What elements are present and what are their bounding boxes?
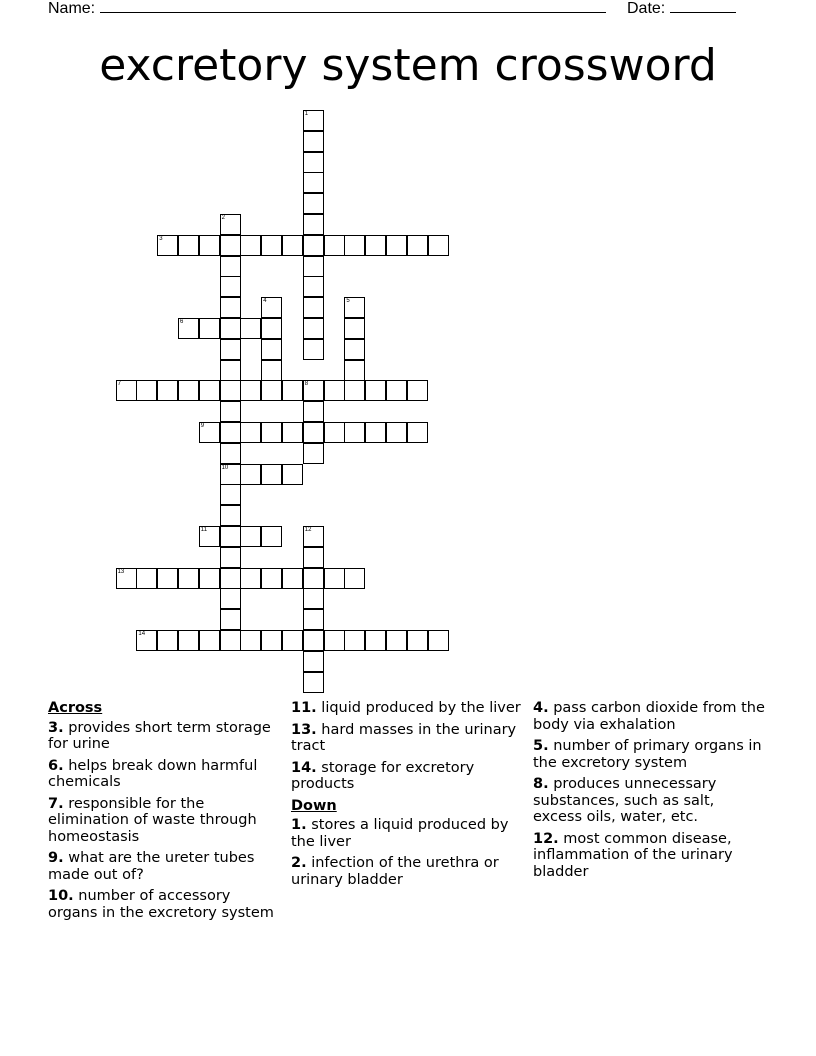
grid-cell[interactable] (220, 401, 241, 422)
grid-cell[interactable] (303, 443, 324, 464)
grid-cell[interactable] (303, 235, 324, 256)
grid-cell[interactable] (365, 630, 386, 651)
clue-number: 2 (221, 215, 225, 221)
clue-8 (533, 776, 765, 826)
clue-column-2 (291, 700, 523, 893)
clue-7 (48, 796, 280, 846)
grid-cell[interactable] (324, 630, 345, 651)
clue-11 (291, 700, 523, 717)
grid-cell[interactable] (220, 214, 241, 235)
grid-cell[interactable] (303, 172, 324, 193)
grid-cell[interactable] (365, 422, 386, 443)
grid-cell[interactable] (303, 152, 324, 173)
grid-cell[interactable] (199, 568, 220, 589)
clue-number-label: 1. (291, 817, 307, 833)
grid-cell[interactable] (303, 422, 324, 443)
grid-cell[interactable] (386, 380, 407, 401)
grid-cell[interactable] (261, 297, 282, 318)
grid-cell[interactable] (220, 505, 241, 526)
clue-number: 10 (221, 464, 229, 471)
grid-cell[interactable] (261, 464, 282, 485)
clue-number: 6 (180, 319, 184, 325)
clue-4 (533, 700, 765, 733)
grid-cell[interactable] (240, 526, 261, 547)
grid-cell[interactable] (240, 422, 261, 443)
grid-cell[interactable] (303, 547, 324, 568)
grid-cell[interactable] (324, 380, 345, 401)
grid-cell[interactable] (157, 235, 178, 256)
grid-cell[interactable] (261, 568, 282, 589)
grid-cell[interactable] (386, 422, 407, 443)
clue-2 (291, 855, 523, 888)
grid-cell[interactable] (303, 110, 324, 131)
grid-cell[interactable] (157, 568, 178, 589)
grid-cell[interactable] (261, 526, 282, 547)
grid-cell[interactable] (386, 630, 407, 651)
grid-cell[interactable] (303, 131, 324, 152)
clue-text: infection of the urethra or urinary bladder (291, 855, 499, 888)
clue-number-label: 3. (48, 719, 64, 736)
clue-text: number of accessory organs in the excretory system (48, 888, 274, 921)
clue-14 (291, 760, 523, 793)
grid-cell[interactable] (261, 235, 282, 256)
grid-cell[interactable] (344, 297, 365, 318)
clue-text: liquid produced by the liver (316, 700, 521, 716)
grid-cell[interactable] (136, 380, 157, 401)
grid-cell[interactable] (303, 588, 324, 609)
grid-cell[interactable] (220, 547, 241, 568)
clue-10 (48, 888, 280, 921)
grid-cell[interactable] (220, 630, 241, 651)
grid-cell[interactable] (220, 443, 241, 464)
grid-cell[interactable] (199, 422, 220, 443)
clue-number: 9 (200, 423, 205, 429)
clue-number-label: 11. (291, 700, 317, 716)
grid-cell[interactable] (220, 318, 241, 339)
page-title: excretory system crossword (99, 40, 717, 91)
clue-number: 3 (159, 235, 163, 242)
clue-6 (48, 758, 280, 791)
grid-cell[interactable] (344, 235, 365, 256)
grid-cell[interactable] (178, 568, 199, 589)
grid-cell[interactable] (240, 318, 261, 339)
grid-cell[interactable] (303, 276, 324, 297)
grid-cell[interactable] (282, 568, 303, 589)
grid-cell[interactable] (157, 380, 178, 401)
grid-cell[interactable] (303, 609, 324, 630)
down-heading: Down (291, 797, 337, 814)
clue-text: storage for excretory products (291, 759, 475, 792)
grid-cell[interactable] (178, 380, 199, 401)
grid-cell[interactable] (199, 630, 220, 651)
grid-cell[interactable] (178, 318, 199, 339)
grid-cell[interactable] (303, 630, 324, 651)
clue-number: 12 (304, 527, 312, 533)
clue-number-label: 2. (291, 855, 307, 871)
grid-cell[interactable] (220, 276, 241, 297)
grid-cell[interactable] (303, 380, 324, 401)
clue-number: 1 (304, 111, 309, 117)
clue-number-label: 8. (533, 776, 549, 792)
grid-cell[interactable] (178, 235, 199, 256)
grid-cell[interactable] (303, 256, 324, 277)
clue-text: responsible for the elimination of waste through homeostasis (48, 795, 257, 845)
clue-5 (533, 738, 765, 771)
grid-cell[interactable] (324, 235, 345, 256)
clue-number-label: 14. (291, 759, 317, 776)
grid-cell[interactable] (261, 360, 282, 381)
grid-cell[interactable] (303, 339, 324, 360)
grid-cell[interactable] (220, 256, 241, 277)
clue-text: what are the ureter tubes made out of? (48, 850, 255, 883)
grid-cell[interactable] (407, 235, 428, 256)
grid-cell[interactable] (344, 568, 365, 589)
grid-cell[interactable] (261, 422, 282, 443)
clue-number: 5 (346, 298, 350, 305)
clue-text: hard masses in the urinary tract (291, 721, 517, 754)
grid-cell[interactable] (303, 651, 324, 672)
clue-number-label: 4. (533, 700, 549, 716)
date-label: Date: (627, 0, 666, 17)
grid-cell[interactable] (220, 380, 241, 401)
grid-cell[interactable] (199, 526, 220, 547)
clue-13 (291, 722, 523, 755)
grid-cell[interactable] (303, 672, 324, 693)
clue-3 (48, 720, 280, 753)
clue-column-3 (533, 700, 765, 885)
grid-cell[interactable] (116, 380, 137, 401)
grid-cell[interactable] (240, 380, 261, 401)
grid-cell[interactable] (220, 526, 241, 547)
clue-number: 4 (263, 298, 267, 305)
clue-number-label: 7. (48, 795, 64, 812)
grid-cell[interactable] (407, 380, 428, 401)
grid-cell[interactable] (220, 464, 241, 485)
clue-text: provides short term storage for urine (48, 719, 271, 752)
clue-number: 14 (138, 631, 146, 637)
grid-cell[interactable] (344, 360, 365, 381)
clue-1 (291, 817, 523, 850)
clue-text: produces unnecessary substances, such as salt, excess oils, water, etc. (533, 776, 717, 825)
clue-9 (48, 850, 280, 883)
grid-cell[interactable] (199, 380, 220, 401)
grid-cell[interactable] (261, 318, 282, 339)
grid-cell[interactable] (220, 297, 241, 318)
grid-cell[interactable] (220, 422, 241, 443)
grid-cell[interactable] (303, 526, 324, 547)
grid-cell[interactable] (324, 422, 345, 443)
grid-cell[interactable] (136, 568, 157, 589)
grid-cell[interactable] (365, 380, 386, 401)
grid-cell[interactable] (428, 630, 449, 651)
grid-cell[interactable] (282, 380, 303, 401)
clue-number-label: 13. (291, 721, 317, 738)
grid-cell[interactable] (324, 568, 345, 589)
grid-cell[interactable] (240, 568, 261, 589)
grid-cell[interactable] (261, 339, 282, 360)
clue-number: 13 (117, 568, 125, 575)
grid-cell[interactable] (282, 235, 303, 256)
grid-cell[interactable] (344, 422, 365, 443)
grid-cell[interactable] (240, 630, 261, 651)
grid-cell[interactable] (344, 630, 365, 651)
grid-cell[interactable] (220, 588, 241, 609)
clue-number: 7 (117, 381, 121, 388)
clue-text: stores a liquid produced by the liver (291, 817, 509, 850)
grid-cell[interactable] (303, 568, 324, 589)
grid-cell[interactable] (220, 568, 241, 589)
across-heading: Across (48, 700, 103, 716)
clue-text: helps break down harmful chemicals (48, 757, 258, 790)
grid-cell[interactable] (344, 318, 365, 339)
grid-cell[interactable] (365, 235, 386, 256)
name-label: Name: (48, 0, 96, 17)
clue-number-label: 6. (48, 757, 64, 774)
clue-number-label: 10. (48, 888, 74, 904)
clue-text: pass carbon dioxide from the body via exhalation (533, 700, 765, 733)
clue-number: 8 (304, 381, 309, 388)
grid-cell[interactable] (199, 235, 220, 256)
clue-number-label: 9. (48, 850, 64, 866)
grid-cell[interactable] (220, 484, 241, 505)
grid-cell[interactable] (178, 630, 199, 651)
grid-cell[interactable] (303, 318, 324, 339)
grid-cell[interactable] (282, 422, 303, 443)
grid-cell[interactable] (116, 568, 137, 589)
clue-number-label: 5. (533, 738, 549, 754)
clue-number: 11 (200, 527, 208, 533)
grid-cell[interactable] (240, 464, 261, 485)
grid-cell[interactable] (261, 630, 282, 651)
clue-column-1 (48, 700, 280, 926)
grid-cell[interactable] (220, 360, 241, 381)
grid-cell[interactable] (157, 630, 178, 651)
grid-cell[interactable] (303, 193, 324, 214)
clue-number-label: 12. (533, 830, 559, 847)
grid-cell[interactable] (136, 630, 157, 651)
grid-cell[interactable] (240, 235, 261, 256)
grid-cell[interactable] (344, 339, 365, 360)
grid-cell[interactable] (344, 380, 365, 401)
grid-cell[interactable] (220, 235, 241, 256)
grid-cell[interactable] (386, 235, 407, 256)
clue-12 (533, 831, 765, 881)
clue-text: number of primary organs in the excretory system (533, 738, 762, 771)
clue-text: most common disease, inflammation of the urinary bladder (533, 830, 733, 880)
grid-cell[interactable] (282, 464, 303, 485)
grid-cell[interactable] (407, 422, 428, 443)
grid-cell[interactable] (199, 318, 220, 339)
grid-cell[interactable] (282, 630, 303, 651)
grid-cell[interactable] (220, 339, 241, 360)
grid-cell[interactable] (428, 235, 449, 256)
grid-cell[interactable] (303, 297, 324, 318)
grid-cell[interactable] (220, 609, 241, 630)
grid-cell[interactable] (303, 401, 324, 422)
grid-cell[interactable] (407, 630, 428, 651)
grid-cell[interactable] (261, 380, 282, 401)
grid-cell[interactable] (303, 214, 324, 235)
